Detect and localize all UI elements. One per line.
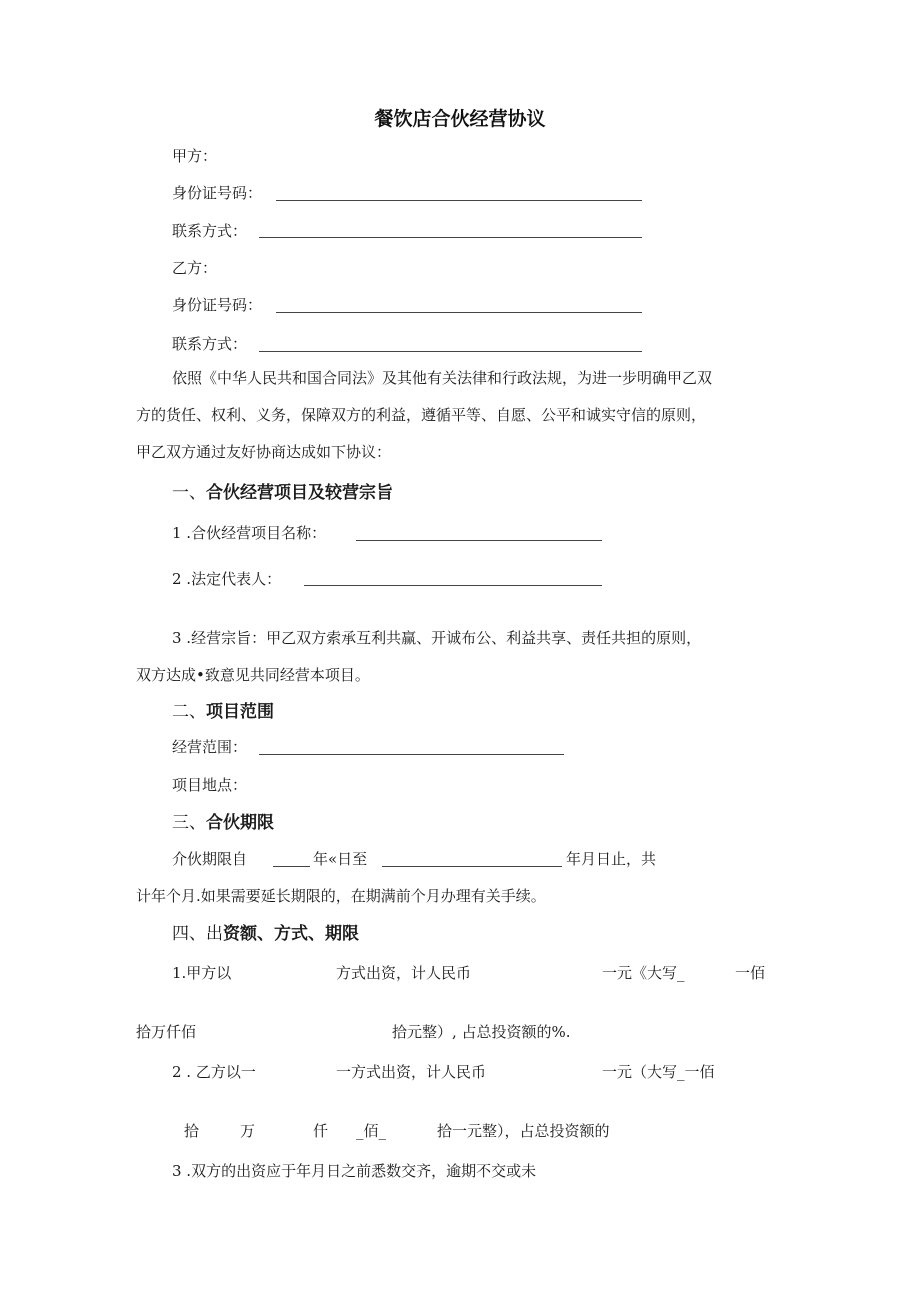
- term-text-b: 年«日至: [313, 850, 368, 868]
- intro-line: 方的货任、权利、义务，保障双方的利益，遵循平等、自愿、公平和诚实守信的原则，: [136, 406, 707, 424]
- contribution-deadline: 3 .双方的出资应于年月日之前悉数交齐，逾期不交或未: [172, 1162, 537, 1180]
- party-b-id-blank: [276, 312, 642, 313]
- party-b-id-label: 身份证号码：: [172, 296, 263, 314]
- term-end-blank: [382, 866, 562, 867]
- party-b-amount-1: 拾: [184, 1122, 200, 1140]
- section-2-heading: 二、项目范围: [172, 702, 274, 722]
- party-b-amount-3: 仟: [313, 1122, 329, 1140]
- section-4-heading: 四、出资额、方式、期限: [172, 924, 359, 944]
- term-start-blank: [273, 866, 310, 867]
- party-a-label: 甲方：: [172, 147, 218, 165]
- party-b-contact-label: 联系方式：: [172, 335, 248, 353]
- party-b-contribution-b: 一方式出资，计人民币: [336, 1063, 487, 1081]
- party-a-id-blank: [276, 200, 642, 201]
- section-1-heading: 一、合伙经营项目及较营宗旨: [172, 483, 393, 503]
- party-a-contribution-d: 一佰: [735, 964, 766, 982]
- party-a-contribution-f: 拾元整）, 占总投资额的%.: [392, 1023, 571, 1041]
- party-b-contact-blank: [259, 351, 642, 352]
- party-a-contact-label: 联系方式：: [172, 222, 248, 240]
- party-a-contribution-c: 一元《大写_: [602, 964, 685, 982]
- party-b-amount-4: _佰_: [356, 1122, 387, 1140]
- term-text-c: 年月日止，共: [566, 850, 657, 868]
- legal-rep-blank: [304, 585, 602, 586]
- project-name-label: 1 .合伙经营项目名称：: [172, 524, 327, 542]
- party-b-amount-2: 万: [240, 1122, 256, 1140]
- intro-line: 甲乙双方通过友好协商达成如下协议：: [136, 443, 392, 461]
- legal-rep-label: 2 .法定代表人：: [172, 570, 282, 588]
- party-b-label: 乙方：: [172, 259, 218, 277]
- section-3-heading: 三、合伙期限: [172, 813, 274, 833]
- party-a-contribution-b: 方式出资，计人民币: [336, 964, 472, 982]
- intro-line: 依照《中华人民共和国合同法》及其他有关法律和行政法规，为进一步明确甲乙双: [172, 369, 713, 387]
- party-b-contribution-c: 一元（大写_一佰: [602, 1063, 715, 1081]
- scope-label: 经营范围：: [172, 738, 248, 756]
- party-b-amount-5: 拾一元整），占总投资额的: [437, 1122, 610, 1140]
- party-a-id-label: 身份证号码：: [172, 184, 263, 202]
- business-purpose: 3 .经营宗旨：甲乙双方索承互利共赢、开诚布公、利益共享、责任共担的原则，: [172, 629, 702, 647]
- business-purpose-cont: 双方达成•致意见共同经营本项目。: [136, 666, 370, 684]
- party-b-contribution-a: 2 . 乙方以一: [172, 1063, 256, 1081]
- term-text-a: 介伙期限自: [172, 850, 248, 868]
- term-text-2: 计年个月.如果需要延长期限的，在期满前个月办理有关手续。: [136, 887, 546, 905]
- document-title: 餐饮店合伙经营协议: [374, 108, 546, 130]
- party-a-contribution-e: 拾万仟佰: [136, 1023, 197, 1041]
- location-label: 项目地点：: [172, 776, 248, 794]
- party-a-contact-blank: [259, 237, 642, 238]
- scope-blank: [259, 754, 564, 755]
- party-a-contribution-a: 1.甲方以: [172, 964, 232, 982]
- project-name-blank: [356, 540, 602, 541]
